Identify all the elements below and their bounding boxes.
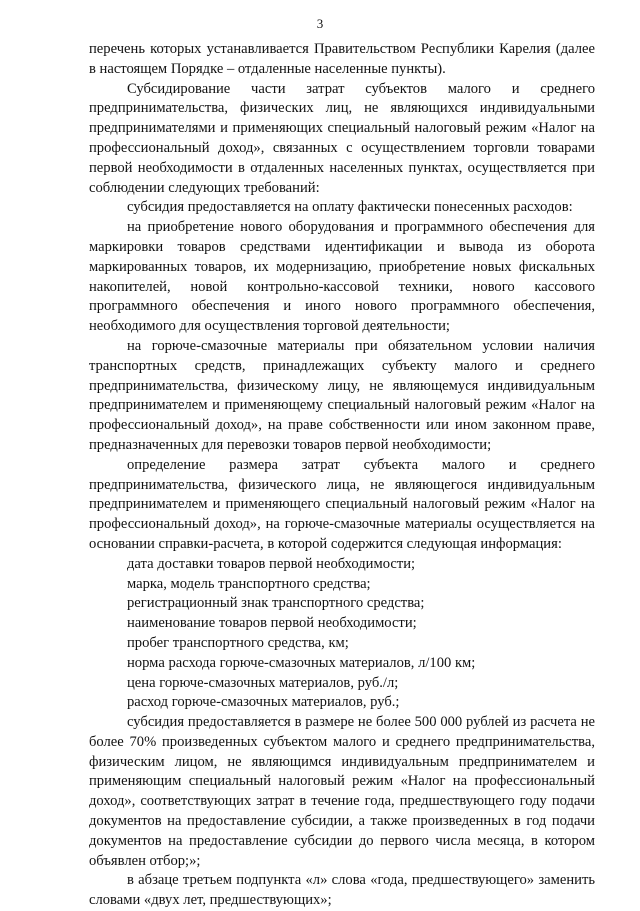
info-list-item: марка, модель транспортного средства; — [127, 575, 371, 592]
paragraph: субсидия предоставляется на оплату фактически понесенных расходов: — [127, 199, 573, 216]
paragraph: определение размера затрат субъекта малого и среднего предпринимательства, физического лица, не являющегося индивидуальным предпринимателем и применяющего специальный налоговый режим «Налог на профессиональный доход», на горюче-смазочные материалы осуществляется на основании справки-расчета, в которой содержится следующая информация: — [89, 456, 595, 552]
info-list-item: расход горюче-смазочных материалов, руб.; — [127, 694, 400, 711]
paragraph: в абзаце третьем подпункта «л» слова «года, предшествующего» заменить словами «двух лет, предшествующих»; — [89, 872, 595, 909]
info-list-item: цена горюче-смазочных материалов, руб./л; — [127, 674, 399, 691]
paragraph: субсидия предоставляется в размере не более 500 000 рублей из расчета не более 70% произведенных субъектом малого и среднего предпринимательства, физическим лицом, не являющимся индивидуальным предпринимателем и применяющим специальный налоговый режим «Налог на профессиональный доход», соответствующих затрат в течение года, предшествующего году подачи документов на предоставление субсидии, а также произведенных в год подачи документов на предоставление субсидии до первого числа месяца, в котором объявлен отбор;»; — [89, 714, 595, 869]
info-list-item: пробег транспортного средства, км; — [127, 634, 349, 651]
document-body — [89, 40, 595, 911]
paragraph: Субсидирование части затрат субъектов малого и среднего предпринимательства, физических лиц, не являющихся индивидуальными предпринимателями и применяющих специальный налоговый режим «Налог на профессиональный доход», связанных с осуществлением торговли товарами первой необходимости в отдаленных населенных пунктах, осуществляется при соблюдении следующих требований: — [89, 80, 595, 196]
info-list-item: дата доставки товаров первой необходимости; — [127, 555, 416, 572]
paragraph: перечень которых устанавливается Правительством Республики Карелия (далее в настоящем Порядке – отдаленные населенные пункты). — [89, 41, 595, 77]
paragraph: на горюче-смазочные материалы при обязательном условии наличия транспортных средств, принадлежащих субъекту малого и среднего предпринимательства, физическому лицу, не являющемуся индивидуальным предпринимателем и применяющему специальный налоговый режим «Налог на профессиональный доход», на праве собственности или ином законном праве, предназначенных для перевозки товаров первой необходимости; — [89, 337, 595, 453]
page-number: 3 — [316, 16, 324, 31]
paragraph: на приобретение нового оборудования и программного обеспечения для маркировки товаров средствами идентификации и вывода из оборота маркированных товаров, их модернизацию, приобретение новых фискальных накопителей, новой контрольно-кассовой техники, нового кассового программного обеспечения и иного нового программного обеспечения, необходимого для осуществления торговой деятельности; — [89, 219, 595, 335]
info-list-item: норма расхода горюче-смазочных материалов, л/100 км; — [127, 654, 476, 671]
info-list-item: регистрационный знак транспортного средства; — [127, 595, 425, 612]
info-list-item: наименование товаров первой необходимости; — [127, 615, 417, 632]
